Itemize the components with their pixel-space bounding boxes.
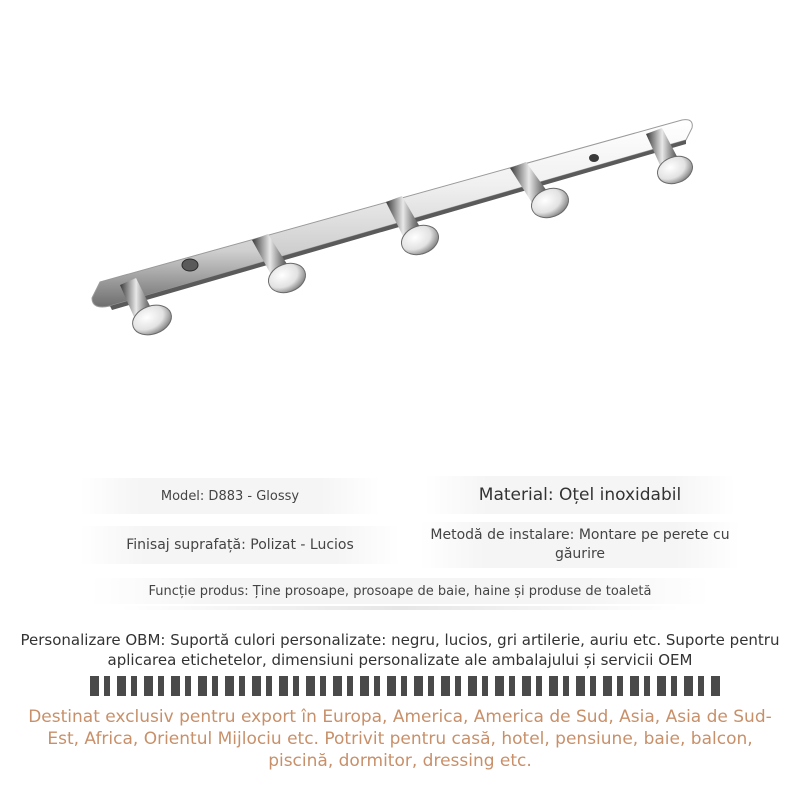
obm-customization-text: Personalizare OBM: Suportă culori personalizate: negru, lucios, gri artilerie, auriu etc. Suporte pentru aplicarea etichetelor, dimensiuni personalizate ale ambalajului și servicii OEM bbox=[20, 631, 780, 669]
spec-installation bbox=[420, 522, 740, 568]
spec-material-text: Material: Oțel inoxidabil bbox=[478, 485, 682, 505]
spec-model bbox=[80, 478, 380, 514]
divider bbox=[120, 606, 680, 610]
spec-model-text: Model: D883 - Glossy bbox=[160, 488, 300, 504]
spec-function-text: Funcție produs: Ține prosoape, prosoape de baie, haine și produse de toaletă bbox=[148, 583, 652, 599]
mounting-hole bbox=[182, 259, 198, 271]
spec-finish bbox=[80, 526, 400, 564]
obscured-text-line bbox=[90, 676, 720, 696]
rail bbox=[92, 120, 692, 310]
mounting-hole bbox=[589, 154, 599, 162]
spec-installation-text: Metodă de instalare: Montare pe perete cu găurire bbox=[430, 527, 730, 562]
spec-function bbox=[90, 578, 710, 604]
spec-finish-text: Finisaj suprafață: Polizat - Lucios bbox=[126, 537, 354, 553]
spec-material bbox=[425, 476, 735, 514]
export-destination-text: Destinat exclusiv pentru export în Europa, America, America de Sud, Asia, Asia de Sud-Est, Africa, Orientul Mijlociu etc. Potrivit pentru casă, hotel, pensiune, baie, balcon, piscină, dormitor, dressing etc. bbox=[28, 707, 772, 771]
